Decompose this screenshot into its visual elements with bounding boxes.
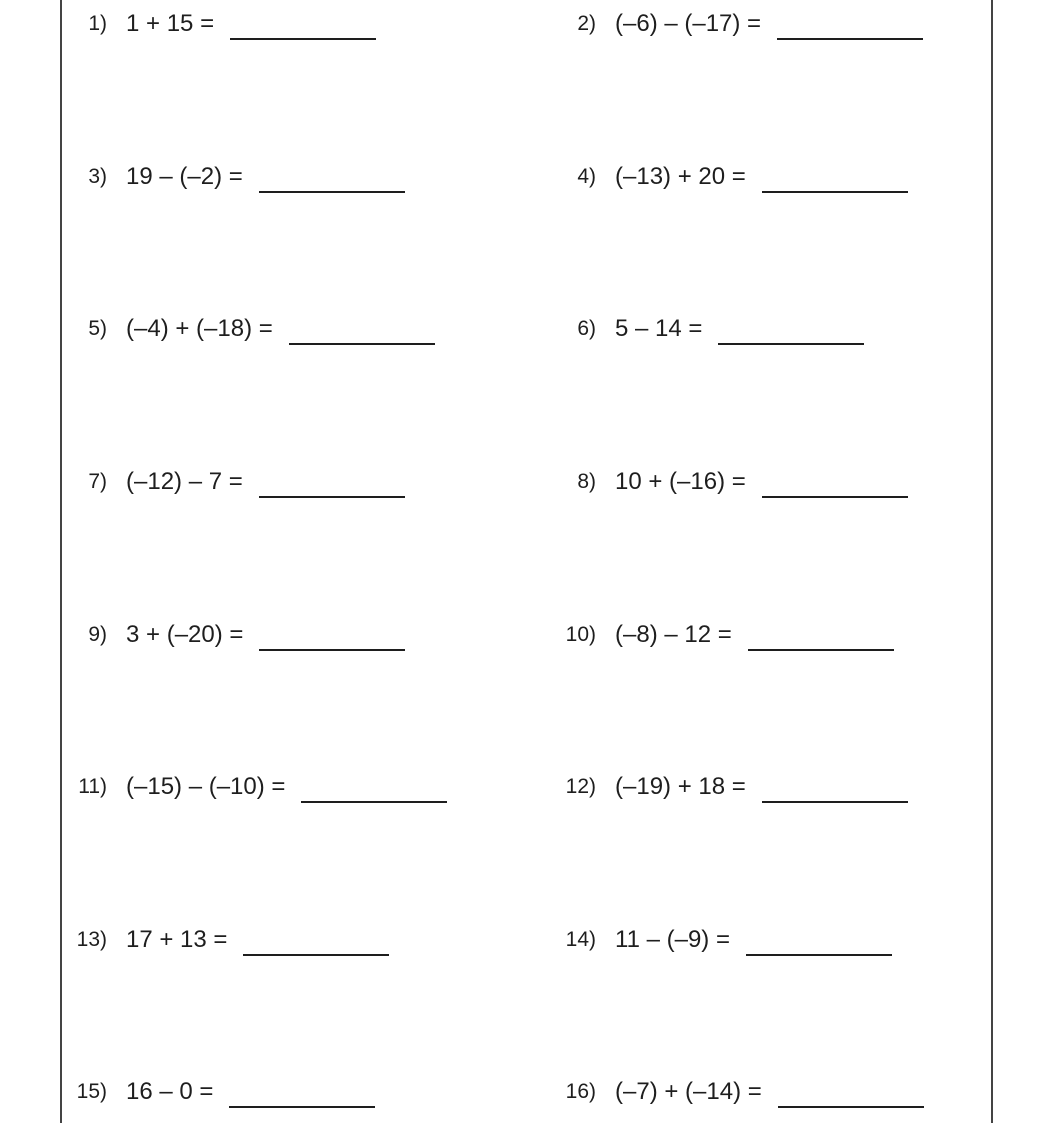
problem-5 xyxy=(57,309,435,349)
problem-number: 8) xyxy=(577,470,596,493)
problem-expression: (–4) + (–18) = xyxy=(126,315,273,342)
problem-expression: (–19) + 18 = xyxy=(615,773,746,800)
problem-number: 9) xyxy=(88,623,107,646)
problem-number: 1) xyxy=(88,12,107,35)
problem-number: 16) xyxy=(565,1080,596,1103)
problem-number: 3) xyxy=(88,165,107,188)
problem-2 xyxy=(546,4,923,44)
problem-number: 13) xyxy=(76,928,107,951)
problem-7 xyxy=(57,462,405,502)
answer-blank[interactable] xyxy=(777,12,923,40)
problem-number: 2) xyxy=(577,12,596,35)
problem-9 xyxy=(57,615,405,655)
problem-14 xyxy=(546,920,892,960)
problem-expression: 17 + 13 = xyxy=(126,926,228,953)
problem-8 xyxy=(546,462,908,502)
problem-13 xyxy=(57,920,389,960)
answer-blank[interactable] xyxy=(746,928,892,956)
problem-expression: 3 + (–20) = xyxy=(126,621,244,648)
answer-blank[interactable] xyxy=(289,317,435,345)
answer-blank[interactable] xyxy=(778,1080,924,1108)
problem-expression: (–15) – (–10) = xyxy=(126,773,286,800)
problem-6 xyxy=(546,309,864,349)
problem-expression: 11 – (–9) = xyxy=(615,926,730,953)
problem-number: 6) xyxy=(577,317,596,340)
answer-blank[interactable] xyxy=(259,623,405,651)
problem-number: 14) xyxy=(565,928,596,951)
problem-expression: (–13) + 20 = xyxy=(615,163,746,190)
answer-blank[interactable] xyxy=(762,165,908,193)
problem-15 xyxy=(57,1072,375,1112)
problem-number: 5) xyxy=(88,317,107,340)
problem-expression: 16 – 0 = xyxy=(126,1078,214,1105)
answer-blank[interactable] xyxy=(230,12,376,40)
problem-number: 4) xyxy=(577,165,596,188)
problem-expression: 19 – (–2) = xyxy=(126,163,243,190)
problem-expression: (–12) – 7 = xyxy=(126,468,243,495)
answer-blank[interactable] xyxy=(259,165,405,193)
problem-expression: 5 – 14 = xyxy=(615,315,703,342)
problem-10 xyxy=(546,615,894,655)
problem-11 xyxy=(57,767,447,807)
page-border-right xyxy=(991,0,993,1123)
answer-blank[interactable] xyxy=(762,775,908,803)
problem-expression: (–8) – 12 = xyxy=(615,621,732,648)
problem-expression: (–6) – (–17) = xyxy=(615,10,762,37)
problem-expression: 1 + 15 = xyxy=(126,10,215,37)
problem-number: 7) xyxy=(88,470,107,493)
problem-1 xyxy=(57,4,376,44)
problem-expression: 10 + (–16) = xyxy=(615,468,746,495)
answer-blank[interactable] xyxy=(748,623,894,651)
problem-16 xyxy=(546,1072,924,1112)
answer-blank[interactable] xyxy=(259,470,405,498)
problem-12 xyxy=(546,767,908,807)
answer-blank[interactable] xyxy=(229,1080,375,1108)
answer-blank[interactable] xyxy=(762,470,908,498)
problem-number: 11) xyxy=(78,775,107,798)
problem-expression: (–7) + (–14) = xyxy=(615,1078,762,1105)
problem-number: 10) xyxy=(565,623,596,646)
problem-3 xyxy=(57,157,405,197)
problem-number: 12) xyxy=(565,775,596,798)
answer-blank[interactable] xyxy=(243,928,389,956)
problem-4 xyxy=(546,157,908,197)
answer-blank[interactable] xyxy=(718,317,864,345)
answer-blank[interactable] xyxy=(301,775,447,803)
problem-number: 15) xyxy=(76,1080,107,1103)
